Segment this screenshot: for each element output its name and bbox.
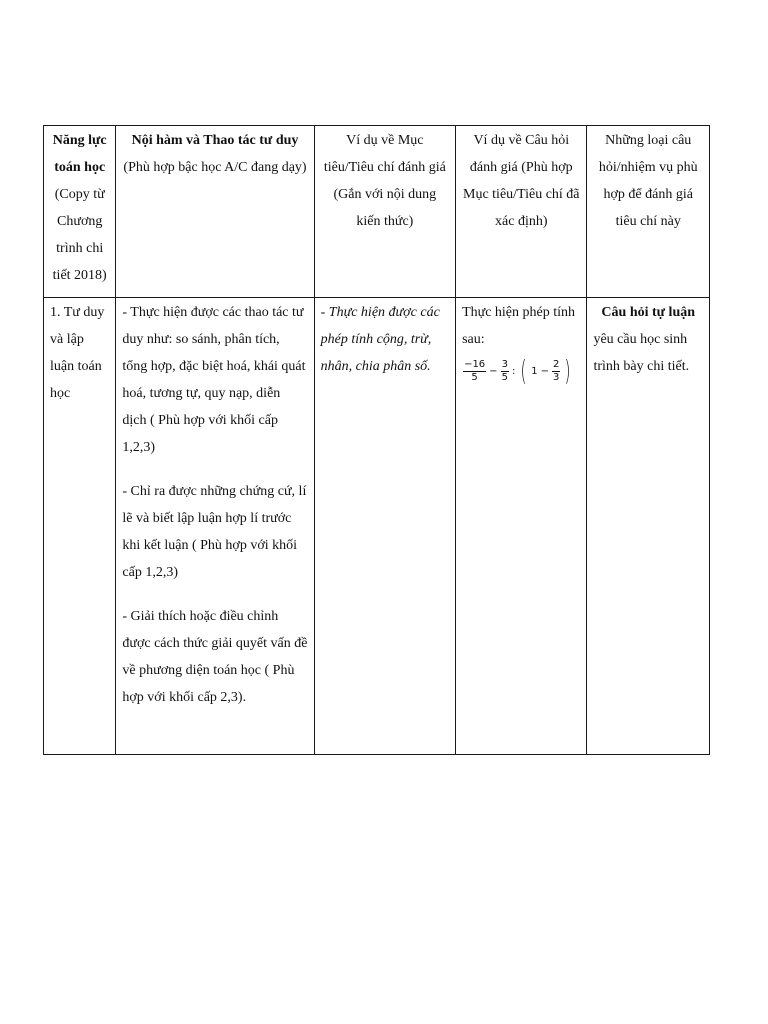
- question-type-title: Câu hỏi tự luận: [601, 305, 696, 320]
- header-objective-text: Ví dụ về Mục tiêu/Tiêu chí đánh giá (Gắn với nội dung kiến thức): [323, 133, 446, 229]
- header-content-title: Nội hàm và Thao tác tư duy: [131, 133, 299, 148]
- fraction-2-denominator: 5: [501, 371, 508, 383]
- cell-question-type: [587, 298, 710, 755]
- fraction-3: [552, 359, 560, 384]
- header-competency: [44, 126, 116, 298]
- cell-objective: [314, 298, 455, 755]
- fraction-3-numerator: 2: [553, 358, 560, 370]
- left-paren: (: [520, 354, 527, 387]
- content-paragraph-3: - Giải thích hoặc điều chỉnh được cách thức giải quyết vấn đề về phương diện toán học ( Phù hợp với khối cấp 2,3).: [122, 609, 308, 705]
- header-content: [116, 126, 314, 298]
- fraction-1-denominator: 5: [471, 371, 478, 383]
- fraction-1: [463, 359, 486, 384]
- number-one: 1: [531, 365, 538, 377]
- header-competency-note: (Copy từ Chương trình chi tiết 2018): [52, 187, 107, 283]
- header-objective-example: [314, 126, 455, 298]
- content-paragraph-2: - Chỉ ra được những chứng cứ, lí lẽ và biết lập luận hợp lí trước khi kết luận ( Phù hợp với khối cấp 1,2,3): [122, 484, 307, 580]
- objective-prefix: -: [320, 305, 329, 320]
- header-question-text: Ví dụ về Câu hỏi đánh giá (Phù hợp Mục tiêu/Tiêu chí đã xác định): [463, 133, 580, 229]
- table-header-row: [44, 126, 710, 298]
- division-operator: :: [511, 365, 516, 377]
- fraction-2: [501, 359, 509, 384]
- header-question-types: [587, 126, 710, 298]
- competency-text: 1. Tư duy và lập luận toán học: [50, 305, 105, 401]
- header-competency-title: Năng lực toán học: [52, 133, 107, 175]
- fraction-3-denominator: 3: [553, 371, 560, 383]
- fraction-1-numerator: −16: [464, 358, 486, 370]
- minus-operator: −: [489, 365, 498, 377]
- question-type-text: yêu cầu học sinh trình bày chi tiết.: [593, 332, 690, 374]
- cell-content: [116, 298, 314, 755]
- content-paragraph-1: - Thực hiện được các thao tác tư duy như: so sánh, phân tích, tổng hợp, đặc biệt hoá, khái quát hoá, tương tự, quy nạp, diễn dịch ( Phù hợp với khối cấp 1,2,3): [122, 305, 306, 455]
- fraction-2-numerator: 3: [501, 358, 508, 370]
- minus-operator-2: −: [540, 365, 550, 377]
- right-paren: ): [564, 354, 571, 387]
- table-row: [44, 298, 710, 755]
- assessment-table: [43, 125, 710, 755]
- header-question-example: [456, 126, 587, 298]
- question-text: Thực hiện phép tính sau:: [462, 305, 576, 347]
- header-question-types-text: Những loại câu hỏi/nhiệm vụ phù hợp để đánh giá tiêu chí này: [598, 133, 698, 229]
- header-content-note: (Phù hợp bậc học A/C đang dạy): [123, 160, 307, 175]
- objective-text: Thực hiện được các phép tính cộng, trừ, nhân, chia phân số.: [320, 305, 440, 374]
- math-expression: [463, 354, 580, 387]
- cell-question: [456, 298, 587, 755]
- cell-competency: [44, 298, 116, 755]
